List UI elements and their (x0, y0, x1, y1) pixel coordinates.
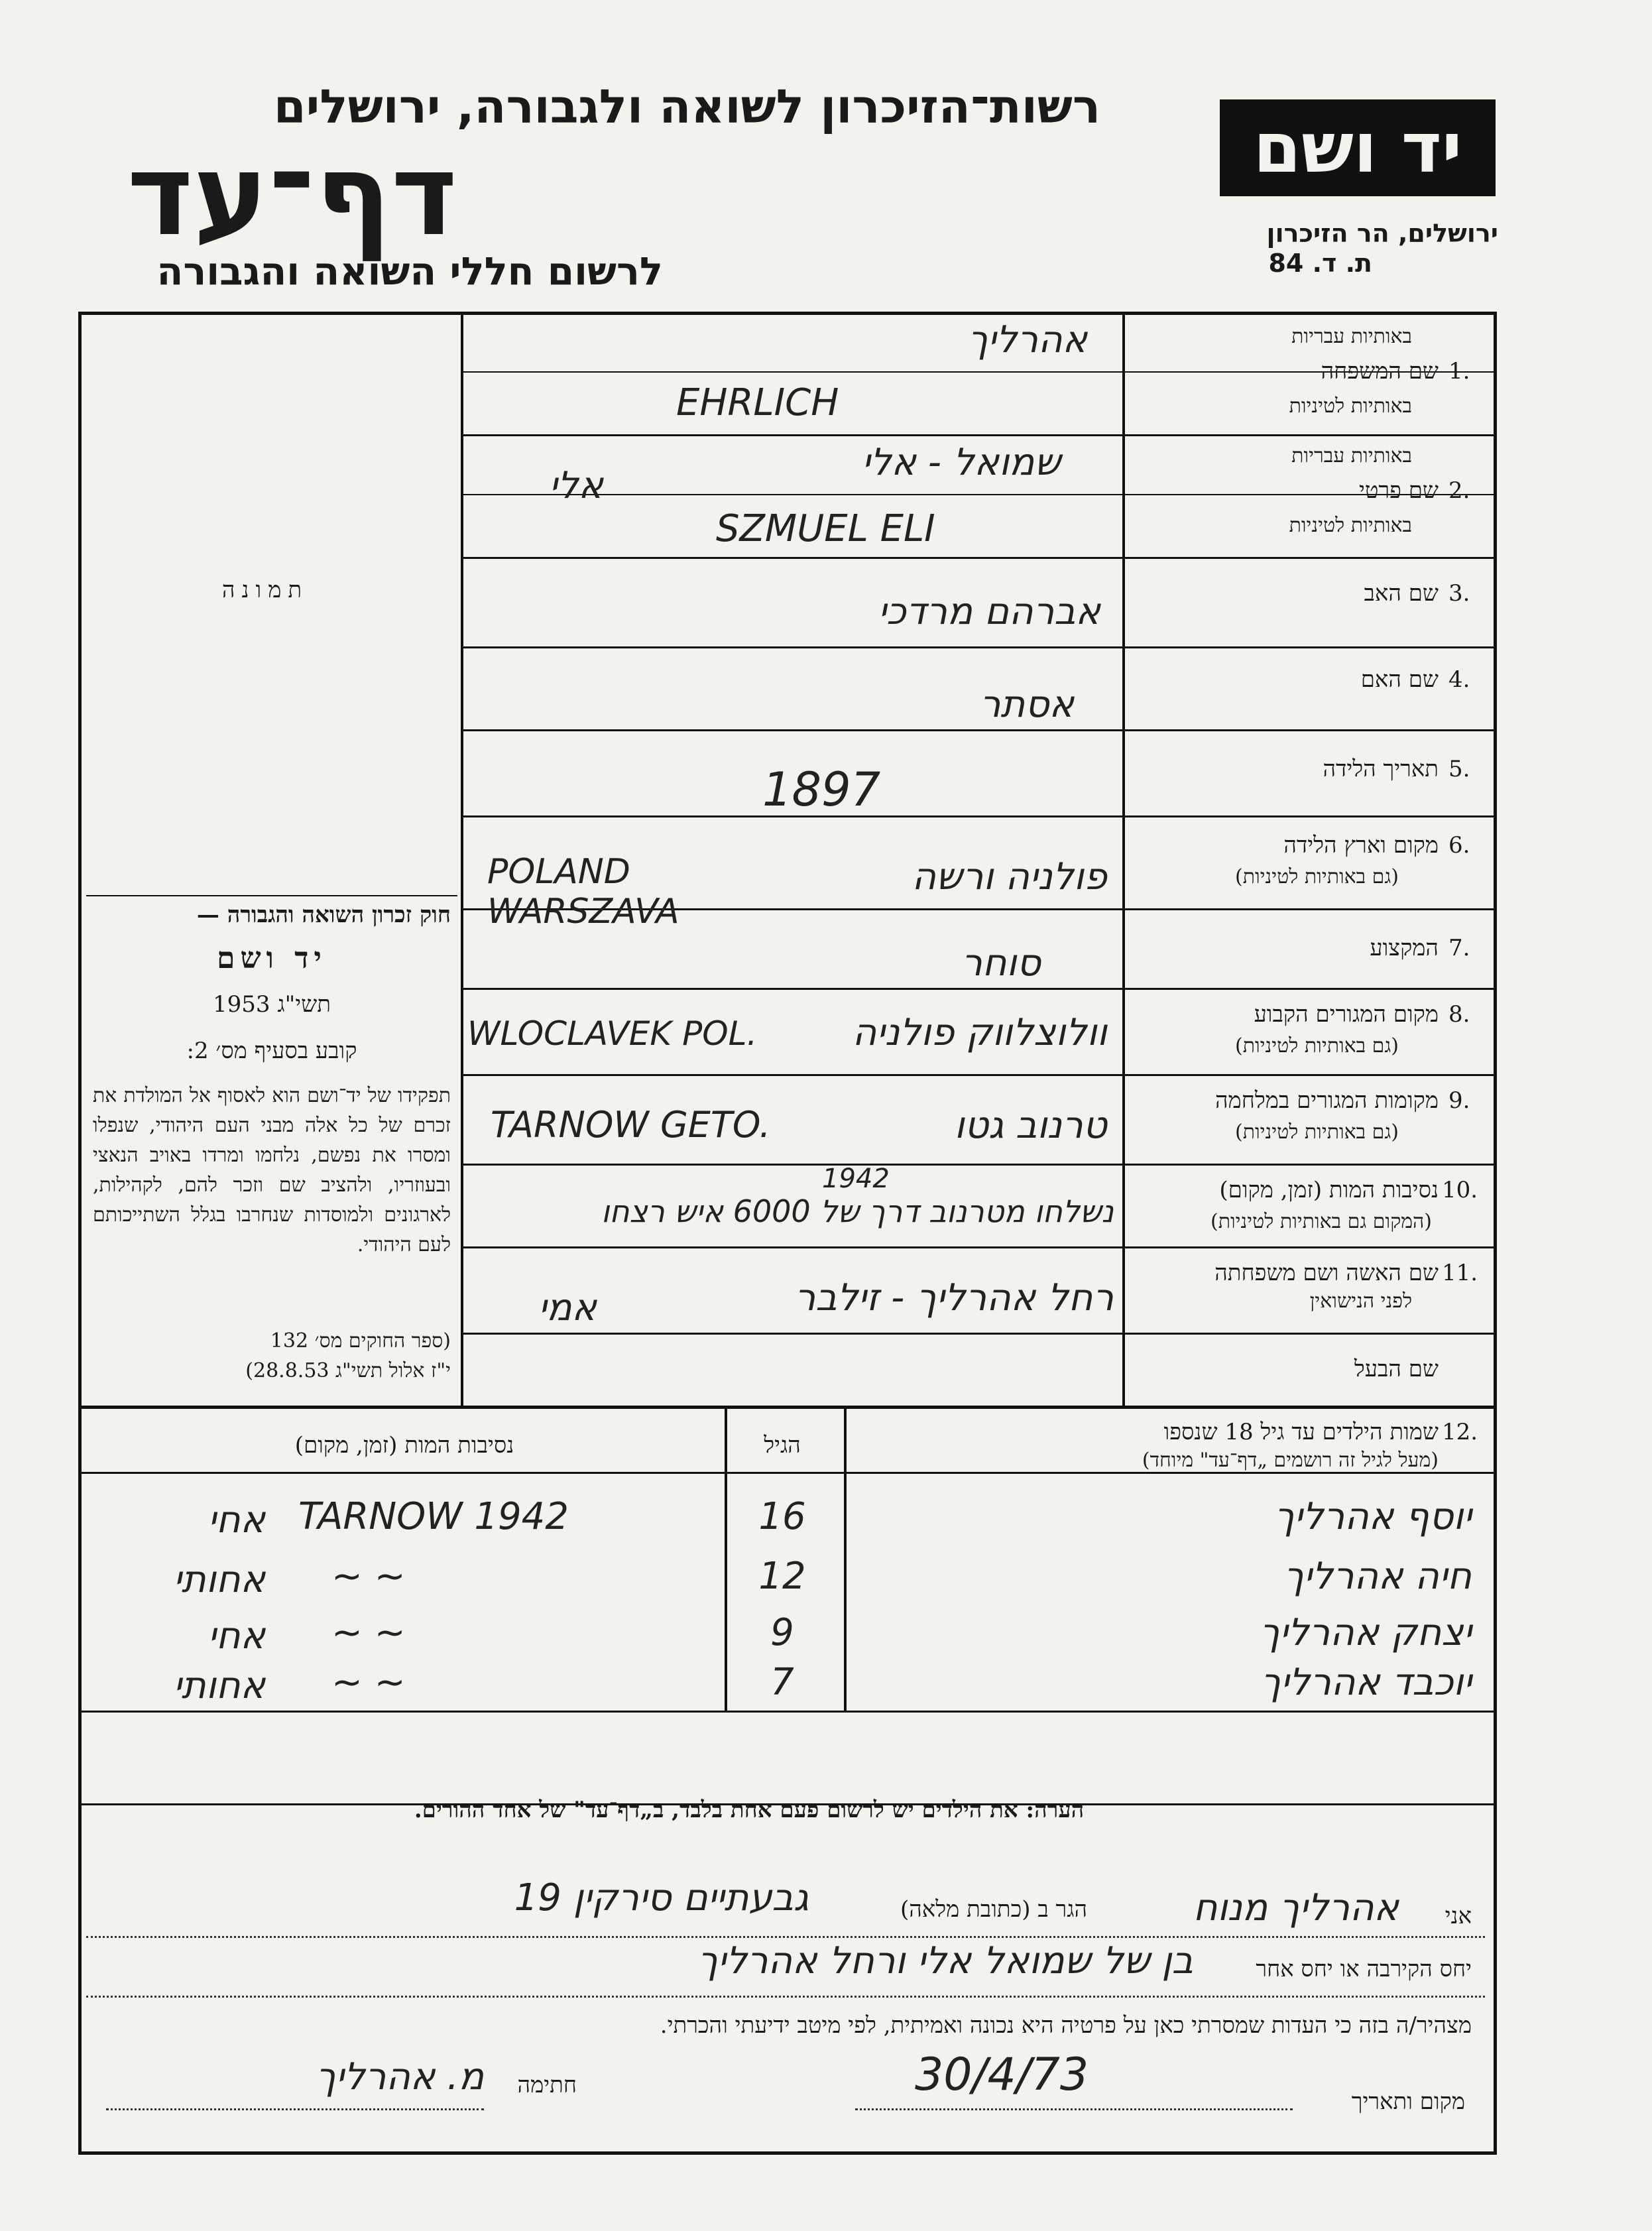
child-row-1-name: יוסף אהרליך (1274, 1495, 1472, 1538)
f9-value-hebrew: טרנוב גטו (954, 1104, 1107, 1147)
f2-latin-value: SZMUEL ELI (716, 507, 935, 550)
f2-hebrew-value: שמואל - אלי (862, 441, 1061, 484)
children-note: הערה: את הילדים יש לרשום פעם אחת בלבד, ב„דף־עד" של אחד ההורים. (414, 1797, 1085, 1823)
f10-sub: (המקום גם באותיות לטיניות) (1210, 1210, 1432, 1233)
f3-value: אברהם מרדכי (878, 590, 1100, 633)
row-divider-7 (461, 988, 1497, 990)
child-row-4-relation: אחותי (173, 1664, 265, 1707)
f6-sub: (גם באותיות לטיניות) (1235, 865, 1399, 888)
f4-number: 4. (1448, 666, 1470, 693)
address-line-2: ת. ד. 84 (1268, 249, 1372, 278)
declarant-line-1 (86, 1936, 1485, 1938)
signature-line (106, 2108, 484, 2110)
law-name: יד ושם (217, 941, 327, 975)
child-row-3-death: ~ ~ (331, 1611, 406, 1654)
declarant-relation-label: יחס הקירבה או יחס אחר (1256, 1956, 1472, 1982)
f1-hebrew-value: אהרליך (967, 318, 1087, 361)
law-reference-1: (ספר החוקים מס׳ 132 (270, 1329, 451, 1353)
child-row-1-age: 16 (758, 1495, 806, 1538)
f6-number: 6. (1448, 832, 1470, 859)
children-age-header: הגיל (764, 1432, 801, 1459)
declarant-name: אהרליך מנוח (1193, 1886, 1399, 1929)
f4-value: אסתר (979, 683, 1074, 726)
f11-sub: לפני הנישואין (1309, 1290, 1412, 1313)
children-subtitle: (מעל לגיל זה רושמים „דף־עד" מיוחד) (1142, 1449, 1439, 1472)
f7-number: 7. (1448, 935, 1470, 961)
f11-label: שם האשה ושם משפחתה (1214, 1260, 1439, 1286)
child-row-1-death: TARNOW 1942 (298, 1495, 569, 1538)
f8-label: מקום המגורים הקבוע (1254, 1001, 1439, 1028)
f2-number: 2. (1448, 477, 1470, 504)
row-divider-9 (461, 1164, 1497, 1166)
child-row-3-name: יצחק אהרליך (1260, 1611, 1472, 1654)
f2-latin-sub: באותיות לטיניות (1289, 514, 1412, 537)
place-date-label: מקום ותאריך (1351, 2088, 1465, 2115)
f9-sub: (גם באותיות לטיניות) (1235, 1120, 1399, 1144)
law-title: חוק זכרון השואה והגבורה — (196, 902, 451, 928)
yad-vashem-logo: יד ושם (1220, 99, 1496, 196)
child-row-2-relation: אחותי (173, 1558, 265, 1601)
f6-value-latin: POLAND WARSZAVA (487, 852, 679, 932)
f5-number: 5. (1448, 756, 1470, 782)
children-age-divider-left (725, 1406, 727, 1711)
row-divider-3 (461, 646, 1497, 648)
declarant-line-2 (86, 1996, 1485, 1998)
f9-value-latin: TARNOW GETO. (491, 1104, 771, 1146)
row-divider-10 (461, 1246, 1497, 1248)
children-bottom-divider (78, 1711, 1497, 1713)
declarant-relation: בן של שמואל אלי ורחל אהרליך (697, 1939, 1193, 1982)
child-row-1-relation: אחי (207, 1498, 265, 1541)
f10-label: נסיבות המות (זמן, מקום) (1219, 1177, 1439, 1203)
f3-number: 3. (1448, 580, 1470, 607)
f11-relation: אמי (538, 1286, 597, 1329)
f6-label: מקום וארץ הלידה (1283, 832, 1439, 859)
f2-label: שם פרטי (1358, 477, 1439, 504)
child-row-4-name: יוכבד אהרליך (1260, 1661, 1472, 1704)
signature-value: מ. אהרליך (316, 2055, 484, 2098)
children-death-header: נסיבות המות (זמן, מקום) (294, 1432, 514, 1459)
declarant-address: גבעתיים סירקין 19 (514, 1876, 809, 1919)
declaration-text: מצהיר/ה בזה כי העדות שמסרתי כאן על פרטיה היא נכונה ואמיתית, לפי מיטב ידיעתי והכרתי. (660, 2012, 1472, 2039)
f1-label: שם המשפחה (1321, 358, 1439, 385)
child-row-4-death: ~ ~ (331, 1661, 406, 1704)
law-clause: קובע בסעיף מס׳ 2: (186, 1038, 357, 1064)
children-title: שמות הילדים עד גיל 18 שנספו (1163, 1419, 1439, 1445)
address-line-1: ירושלים, הר הזיכרון (1266, 219, 1498, 248)
children-age-divider-right (844, 1406, 847, 1711)
declarant-residing-label: הגר ב (כתובת מלאה) (900, 1896, 1087, 1923)
law-text: תפקידו של יד־ושם הוא לאסוף אל המולדת את זכרם של כל אלה מבני העם היהודי, שנפלו ומסרו את נפשם, נלחמו ומרדו באויב הנאצי ובעוזריו, ולהציב שם וזכר להם, לקהילות, לארגונים ולמוסדות שנחרבו בגלל השתייכותם לעם היהודי. (93, 1084, 451, 1256)
row-divider-11 (461, 1333, 1497, 1335)
child-row-2-age: 12 (758, 1555, 806, 1598)
f9-number: 9. (1448, 1087, 1470, 1114)
child-row-2-death: ~ ~ (331, 1555, 406, 1598)
f8-value-hebrew: וולוצלווק פולניה (852, 1011, 1107, 1054)
f3-label: שם האב (1364, 580, 1439, 607)
f11-value: רחל אהרליך - זילבר (794, 1276, 1114, 1319)
f1-latin-sub: באותיות לטיניות (1289, 394, 1412, 418)
f11-number: 11. (1442, 1260, 1478, 1286)
authority-title: רשות־הזיכרון לשואה ולגבורה, ירושלים (273, 80, 1100, 134)
row-divider-4 (461, 729, 1497, 731)
law-year: תשי"ג 1953 (213, 991, 331, 1018)
form-title: דף־עד (127, 130, 457, 261)
f6-value-hebrew: פולניה ורשה (912, 855, 1107, 898)
row-divider-8 (461, 1074, 1497, 1076)
f4-label: שם האם (1360, 666, 1439, 693)
child-row-2-name: חיה אהרליך (1283, 1555, 1472, 1598)
f10-year: 1942 (822, 1164, 890, 1194)
form-subtitle: לרשום חללי השואה והגבורה (156, 249, 663, 294)
child-row-3-relation: אחי (207, 1614, 265, 1658)
f1-number: 1. (1448, 358, 1470, 385)
child-row-4-age: 7 (770, 1661, 794, 1704)
f1-latin-value: EHRLICH (676, 381, 839, 424)
f1-hebrew-sub: באותיות עבריות (1291, 325, 1412, 348)
f8-number: 8. (1448, 1001, 1470, 1028)
f10-number: 10. (1442, 1177, 1478, 1203)
label-column-divider (1122, 312, 1125, 1406)
husband-label: שם הבעל (1354, 1356, 1439, 1382)
children-header-divider (78, 1472, 1497, 1474)
declarant-i-label: אני (1445, 1903, 1472, 1929)
row-divider-1 (461, 434, 1497, 436)
photo-column-divider (461, 312, 463, 1406)
f7-value: סוחר (961, 941, 1041, 985)
row-divider-2 (461, 557, 1497, 559)
section-divider (78, 1406, 1497, 1409)
f2-hebrew-sub: באותיות עבריות (1291, 444, 1412, 467)
f8-sub: (גם באותיות לטיניות) (1235, 1034, 1399, 1057)
f5-label: תאריך הלידה (1323, 756, 1439, 782)
signature-label: חתימה (517, 2072, 577, 2098)
law-divider (86, 895, 457, 896)
place-date-line (855, 2108, 1293, 2110)
children-number: 12. (1442, 1419, 1478, 1445)
f2-hebrew-extra: אלי (549, 464, 603, 507)
f9-label: מקומות המגורים במלחמה (1215, 1087, 1439, 1114)
photo-label: תמונה (221, 577, 309, 603)
place-date-value: 30/4/73 (915, 2049, 1089, 2101)
f5-value: 1897 (762, 762, 881, 817)
law-reference-2: י"ז אלול תשי"ג 28.8.53) (245, 1359, 451, 1382)
child-row-3-age: 9 (770, 1611, 794, 1654)
f8-value-latin: WLOCLAVEK POL. (467, 1014, 758, 1053)
f7-label: המקצוע (1370, 935, 1439, 961)
f10-value: נשלחו מטרנוב דרך של 6000 איש רצחו (601, 1193, 1114, 1229)
